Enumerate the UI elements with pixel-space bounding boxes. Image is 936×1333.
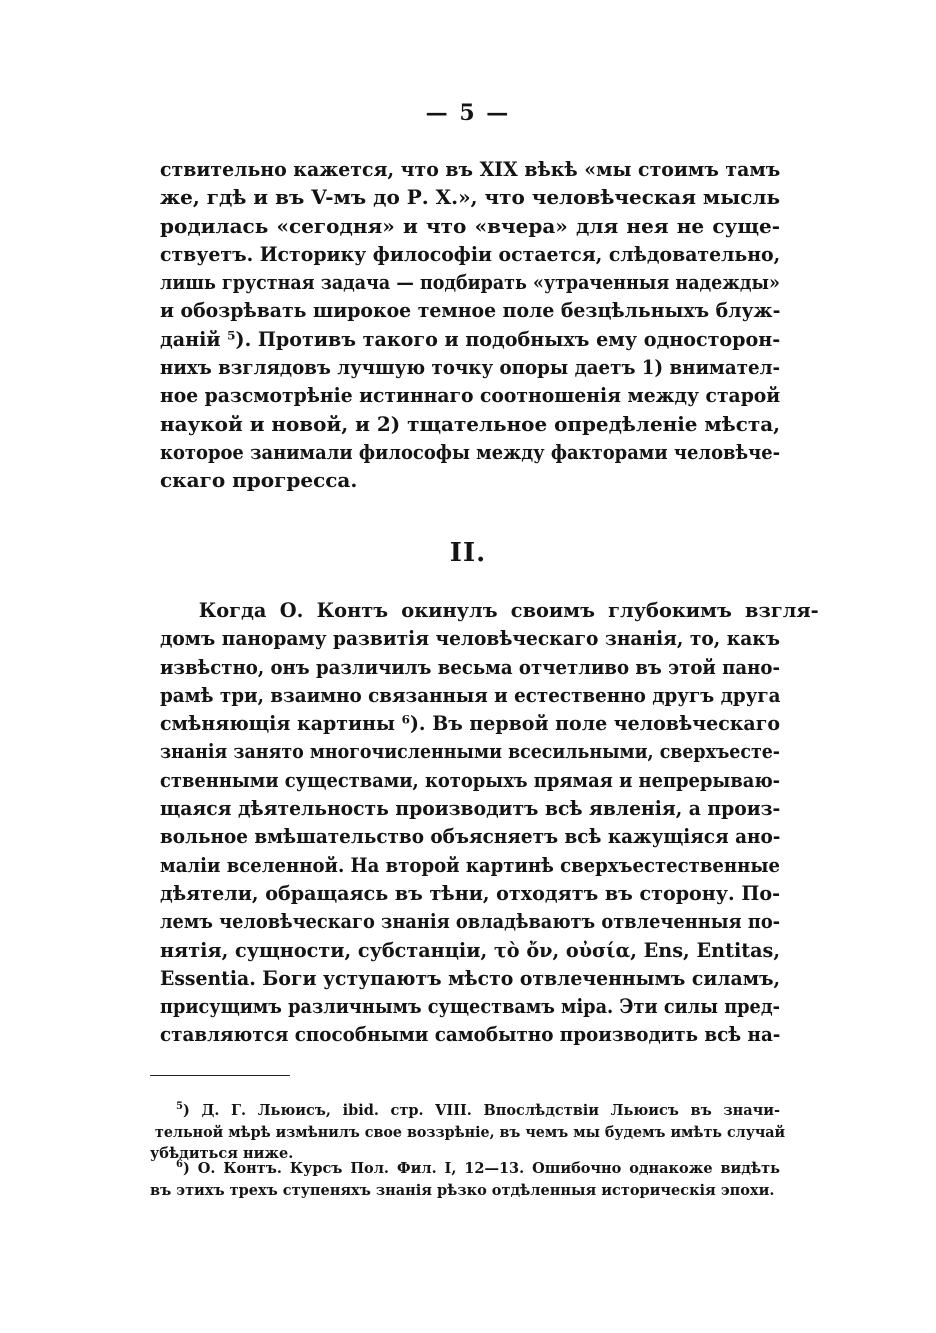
text-line: лемъ человѣческаго знанія овладѣваютъ отвлеченныя по- [160,909,781,934]
text-line: ствуетъ. Историку философіи остается, слѣдовательно, [160,241,781,266]
footnote-line: тельной мѣрѣ измѣнилъ свое воззрѣніе, въ чемъ мы будемъ имѣть случай [154,1123,786,1141]
text-line: лишь грустная задача — подбирать «утраченныя надежды» [160,270,780,295]
page-number: — 5 — [425,100,511,126]
text-line: смѣняющія картины ⁶). Въ первой поле человѣческаго [160,711,780,736]
text-line: нятія, сущности, субстанціи, τὸ ὄν, οὐσία, Ens, Entitas, [160,937,781,962]
footnote-marker: 6 [176,1159,183,1171]
text-line: Когда О. Контъ окинулъ своимъ глубокимъ взгля- [198,598,819,622]
text-line: домъ панораму развитія человѣческаго знанія, то, какъ [160,626,780,651]
paragraph-section-two [160,596,819,1049]
text-line: ственными существами, которыхъ прямая и непрерываю- [160,767,781,792]
text-line: и обозрѣвать широкое темное поле безцѣльныхъ блуж- [160,298,781,323]
footnote-text: ) О. Контъ. Курсъ Пол. Фил. I, 12—13. Ошибочно однакоже видѣть [182,1160,780,1177]
footnote-line: въ этихъ трехъ ступеняхъ знанія рѣзко отдѣленныя историческія эпохи. [150,1181,775,1199]
footnote-text: ) Д. Г. Льюисъ, ibid. стр. VIII. Впослѣдствіи Льюисъ въ значи- [182,1102,780,1119]
text-line: знанія занято многочисленными всесильными, сверхъесте- [160,739,781,764]
footnote-5 [150,1100,786,1165]
text-line: ставляются способными самобытно производить всѣ на- [160,1022,781,1047]
text-line: вольное вмѣшательство объясняетъ всѣ кажущіяся ано- [160,824,781,849]
text-line: же, гдѣ и въ V-мъ до Р. Х.», что человѣческая мысль [160,185,781,210]
footnote-divider [150,1075,290,1076]
text-line: щаяся дѣятельность производитъ всѣ явленія, а произ- [160,796,781,821]
footnote-line [150,1100,780,1122]
text-line: Essentia. Боги уступаютъ мѣсто отвлеченнымъ силамъ, [160,965,781,990]
text-line: которое занимали философы между факторами человѣче- [160,439,781,464]
footnote-6 [150,1158,780,1201]
text-line: даній ⁵). Противъ такого и подобныхъ ему односторон- [160,326,781,351]
text-line: рамѣ три, взаимно связанныя и естественно другъ друга [160,682,781,707]
paragraph-continuation [160,155,780,495]
text-line: ное разсмотрѣніе истиннаго соотношенія между старой [160,383,781,408]
text-line: извѣстно, онъ различилъ весьма отчетливо въ этой пано- [160,654,780,679]
text-line: скаго прогресса. [160,468,358,493]
footnote-marker: 5 [176,1101,183,1113]
text-line: ствительно кажется, что въ XIX вѣкѣ «мы стоимъ тамъ [160,157,781,181]
text-line: наукой и новой, и 2) тщательное опредѣленіе мѣста, [160,411,781,436]
text-line: нихъ взглядовъ лучшую точку опоры даетъ 1) внимател- [160,355,781,380]
section-heading: II. [449,538,487,568]
text-line: присущимъ различнымъ существамъ міра. Эти силы пред- [160,994,780,1019]
text-line: родилась «сегодня» и что «вчера» для нея не суще- [160,213,780,238]
footnote-line: убѣдиться ниже. [150,1145,294,1162]
text-line: дѣятели, обращаясь въ тѣни, отходятъ въ сторону. По- [160,880,781,905]
text-line: маліи вселенной. На второй картинѣ сверхъестественные [160,852,781,877]
footnote-line [150,1158,780,1180]
